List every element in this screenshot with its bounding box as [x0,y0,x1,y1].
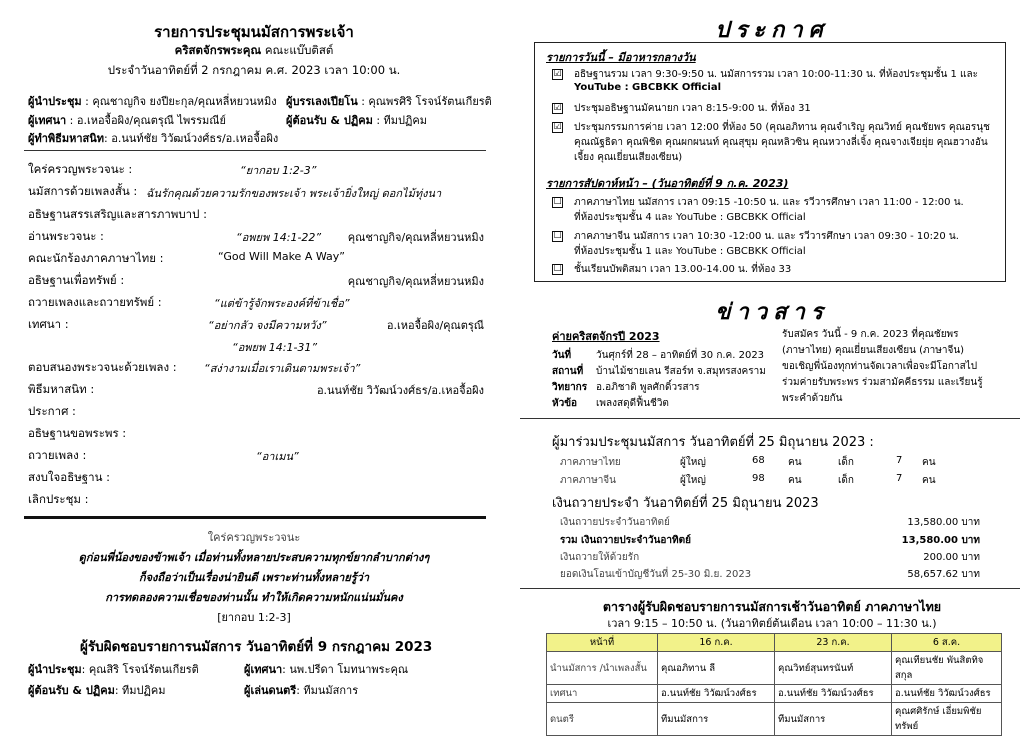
attendance-adult-count: 98 [752,473,765,484]
next-preacher-value: : นพ.ปรีดา โมทนาพระคุณ [282,663,409,676]
role-leader-label: ผู้นำประชุม [28,95,82,108]
next-week-item: ภาคภาษาจีน นมัสการ เวลา 10:30 -12:00 น. และ รวีวารศึกษา เวลา 09:30 - 10:20 น. [574,231,959,242]
table-cell: ทีมนมัสการ [658,703,775,736]
camp-value: วันศุกร์ที่ 28 – อาทิตย์ที่ 30 ก.ค. 2023 [596,350,765,361]
table-cell: ดนตรี [547,703,658,736]
order-item-label: ถวายเพลง : [28,448,87,462]
order-item-label: พิธีมหาสนิท : [28,382,95,396]
table-cell: อ.นนท์ชัย วิวัฒน์วงศ์ธร [892,685,1002,703]
camp-key: หัวข้อ [552,398,578,409]
sermon-title: อย่ากลัว จงมีความหวัง [213,319,321,332]
attendance-group: ภาคภาษาไทย [560,457,621,468]
order-item-label: เทศนา : [28,317,69,331]
order-item-value: “แต่ข้ารู้จักพระองค์ที่ข้าเชื่อ” [214,297,350,310]
offering-label: ยอดเงินโอนเข้าบัญชีวันที่ 25-30 มิ.ย. 2023 [560,569,752,580]
table-header-cell: 16 ก.ค. [658,634,775,652]
table-cell: อ.นนท์ชัย วิวัฒน์วงศ์ธร [658,685,775,703]
order-of-service-panel [0,0,508,725]
attendance-unit: คน [922,475,936,486]
announcements-title: ประกาศ [715,18,829,43]
offering-label: เงินถวายให้ด้วยรัก [560,552,640,563]
checkbox-icon: ☐ [553,197,562,207]
role-communion [28,129,278,147]
offering-amount: 200.00 บาท [923,552,980,563]
order-item-value: “God Will Make A Way” [218,250,345,263]
order-item-value: “สง่างามเมื่อเราเดินตามพระเจ้า” [204,362,361,375]
camp-row [552,396,669,411]
order-item-value: “อาเมน” [256,450,299,463]
attendance-child-label: เด็ก [838,457,854,468]
next-week-item-cont: ที่ห้องประชุมชั้น 4 และ YouTube : GBCBKK Official [574,212,806,223]
table-row [547,652,1002,685]
attendance-unit: คน [922,457,936,468]
response-song: สง่างามเมื่อเราเดินตามพระเจ้า [209,362,355,375]
announcements-panel [520,0,1024,732]
table-cell: คุณเทียนชัย พันสิตทิจสกุล [892,652,1002,685]
next-week-item: ชั้นเรียนบัพติสมา เวลา 13.00-14.00 น. ที่ห้อง 33 [574,264,792,275]
camp-heading: ค่ายคริสตจักรปี 2023 [552,330,660,343]
checkbox-checked-icon: ☑ [553,69,562,79]
role-communion-value: : อ.นนท์ชัย วิวัฒน์วงศ์ธร/อ.เหอจื้อผิง [104,132,279,145]
camp-value: อ.อภิชาติ พูลศักดิ์วรสาร [596,382,700,393]
next-music-value: : ทีมนมัสการ [296,684,359,697]
offering-song: แต่ข้ารู้จักพระองค์ที่ข้าเชื่อ [219,297,344,310]
order-item-label: นมัสการด้วยเพลงสั้น : [28,184,138,198]
order-item-person: คุณชาญกิจ/คุณหลี่หยวนหมิง [347,231,484,244]
divider [520,588,1020,589]
news-title: ข่าวสาร [715,300,829,325]
role-usher-label: ผู้ต้อนรับ & ปฏิคม [286,114,373,127]
scripture-ref: อพยพ 14:1-22 [241,231,316,244]
table-row [547,703,1002,736]
order-item-label: สงบใจอธิษฐาน : [28,470,110,484]
order-item-label: ตอบสนองพระวจนะด้วยเพลง : [28,360,177,374]
attendance-unit: คน [788,457,802,468]
camp-signup-line: รับสมัคร วันนี้ - 9 ก.ค. 2023 ที่คุณชัยพร [782,329,959,340]
church-name [0,42,508,60]
attendance-child-count: 7 [896,473,903,484]
order-item-value: “ยากอบ 1:2-3” [240,164,317,177]
next-usher [28,681,166,699]
next-week-item-cont: ที่ห้องประชุมชั้น 1 และ YouTube : GBCBKK Official [574,246,806,257]
order-item-label: ประกาศ : [28,404,76,418]
offering-amount: 58,657.62 บาท [907,569,980,580]
verse-line: ก็จงถือว่าเป็นเรื่องน่ายินดี เพราะท่านทั้งหลายรู้ว่า [138,571,370,584]
divider [520,418,1020,419]
camp-signup-line: ขอเชิญพี่น้องทุกท่านจัดเวลาเพื่อจะมีโอกาสไป [782,361,978,372]
camp-signup-line: พระคำด้วยกัน [782,393,843,404]
camp-key: วันที่ [552,350,572,361]
today-item-cont: คุณณัฐธิดา คุณพิชิต คุณผกผนนท์ คุณสุขุม คุณหลิวซิน คุณหวางลี่เจิ้ง คุณจางเจียยุ่ย คุณฮวางอัน [574,137,988,148]
choir-song: God Will Make A Way [223,250,340,263]
church-name-rest: คณะแบ๊บติสต์ [261,43,334,57]
verse-heading: ใคร่ครวญพระวจนะ [207,531,301,544]
table-header-cell: 23 ก.ค. [775,634,892,652]
table-cell: คุณอภิทาน ลี [658,652,775,685]
checkbox-checked-icon: ☑ [553,122,562,132]
table-row [547,685,1002,703]
role-pianist-value: : คุณพรศิริ โรจน์รัตนเกียรติ [357,95,492,108]
camp-row [552,380,700,395]
role-usher-value: : ทีมปฏิคม [372,114,428,127]
next-leader [28,660,199,678]
role-communion-label: ผู้ทำพิธีมหาสนิท [28,132,105,145]
order-item-label: อธิษฐานสรรเสริญและสารภาพบาป : [28,207,207,221]
checkbox-checked-icon: ☑ [553,103,562,113]
attendance-group: ภาคภาษาจีน [560,475,617,486]
schedule-table [546,633,1002,736]
table-cell: ทีมนมัสการ [775,703,892,736]
attendance-adult-count: 68 [752,455,765,466]
role-usher [286,111,427,129]
offering-total-label: รวม เงินถวายประจำวันอาทิตย์ [560,535,691,546]
closing-song: อาเมน [261,450,294,463]
next-preacher [244,660,408,678]
order-item-label: ใคร่ครวญพระวจนะ : [28,162,133,176]
order-item-value: ฉันรักคุณด้วยความรักของพระเจ้า พระเจ้ายิ่งใหญ่ ดอกไม้ทุ่งนา [146,187,442,200]
today-item: ประชุมอธิษฐานมัคนายก เวลา 8:15-9:00 น. ที่ห้อง 31 [574,103,811,114]
table-cell: นำนมัสการ /นำเพลงสั้น [547,652,658,685]
scripture-ref: ยากอบ 1:2-3 [245,164,311,177]
camp-signup-line: ร่วมค่ายรับพระพร ร่วมสามัคคีธรรม และเรียนรู้ [782,377,983,388]
table-header-cell: หน้าที่ [547,634,658,652]
order-item-label: อธิษฐานเพื่อทรัพย์ : [28,273,125,287]
offering-title: เงินถวายประจำ วันอาทิตย์ที่ 25 มิถุนายน 2023 [552,496,819,511]
order-item-label: เลิกประชุม : [28,492,89,506]
role-preacher-value: : อ.เหอจื้อผิง/คุณตรุณี ไพรรมณีย์ [66,114,226,127]
offering-total-amount: 13,580.00 บาท [901,535,980,546]
order-item-value: “อย่ากลัว จงมีความหวัง” [208,319,327,332]
order-item-label: อ่านพระวจนะ : [28,229,104,243]
next-week-title: ผู้รับผิดชอบรายการนมัสการ วันอาทิตย์ที่ 9 กรกฎาคม 2023 [80,639,433,655]
attendance-unit: คน [788,475,802,486]
verse-line: ดูก่อนพี่น้องของข้าพเจ้า เมื่อท่านทั้งหลายประสบความทุกข์ยากลำบากต่างๆ [78,551,430,564]
order-item-label: ถวายเพลงและถวายทรัพย์ : [28,295,162,309]
schedule-title: ตารางผู้รับผิดชอบรายการนมัสการเช้าวันอาทิตย์ ภาคภาษาไทย [602,599,942,614]
today-heading: รายการวันนี้ – มีอาหารกลางวัน [546,51,696,64]
schedule-subtitle: เวลา 9:15 – 10:50 น. (วันอาทิตย์ต้นเดือน เวลา 10:00 – 11:30 น.) [607,617,937,630]
sermon-scripture: อพยพ 14:1-31 [237,341,312,354]
table-cell: คุณวิทย์สุนทรนันท์ [775,652,892,685]
camp-signup-line: (ภาษาไทย) คุณเยี่ยนเสียงเซียน (ภาษาจีน) [782,345,965,356]
next-leader-value: : คุณสิริ โรจน์รัตนเกียรติ [81,663,199,676]
table-cell: อ.นนท์ชัย วิวัฒน์วงศ์ธร [775,685,892,703]
camp-value: เพลงสดุดีฟื้นชีวิต [596,398,669,409]
divider [24,150,486,151]
table-cell: คุณศศิรักษ์ เอี่ยมพิชัยทรัพย์ [892,703,1002,736]
verse-reference: [ยากอบ 1:2-3] [217,611,291,624]
role-pianist-label: ผู้บรรเลงเปียโน [286,95,358,108]
today-item-cont: เจี้ยง คุณเยี่ยนเสียงเซียน) [574,152,683,163]
attendance-child-count: 7 [896,455,903,466]
today-item-youtube: YouTube : GBCBKK Official [574,82,722,93]
camp-key: วิทยากร [552,382,588,393]
table-header-cell: 6 ส.ค. [892,634,1002,652]
attendance-child-label: เด็ก [838,475,854,486]
order-item-value: “อพยพ 14:1-31” [232,341,318,354]
next-leader-label: ผู้นำประชุม [28,663,82,676]
camp-row [552,364,766,379]
next-usher-label: ผู้ต้อนรับ & ปฏิคม [28,684,115,697]
role-pianist [286,92,492,110]
camp-key: สถานที่ [552,366,584,377]
attendance-adult-label: ผู้ใหญ่ [680,475,706,486]
today-item: อธิษฐานรวม เวลา 9:30-9:50 น. นมัสการรวม เวลา 10:00-11:30 น. ที่ห้องประชุมชั้น 1 และ [574,69,979,80]
order-item-value: “อพยพ 14:1-22” [236,231,322,244]
checkbox-icon: ☐ [553,231,562,241]
divider [24,516,486,519]
order-item-label: อธิษฐานขอพระพร : [28,426,127,440]
next-music [244,681,358,699]
role-leader [28,92,277,110]
offering-amount: 13,580.00 บาท [907,517,980,528]
camp-row [552,348,764,363]
next-usher-value: : ทีมปฏิคม [114,684,166,697]
camp-value: บ้านไม้ชายเลน รีสอร์ท จ.สมุทรสงคราม [596,366,766,377]
attendance-adult-label: ผู้ใหญ่ [680,457,706,468]
order-item-person: อ.นนท์ชัย วิวัฒน์วงศ์ธร/อ.เหอจื้อผิง [316,384,484,397]
role-leader-value: : คุณชาญกิจ ยงปียะกุล/คุณหลี่หยวนหมิง [81,95,277,108]
verse-line: การทดลองความเชื่อของท่านนั้น ทำให้เกิดความหนักแน่นมั่นคง [105,591,403,604]
order-item-person: อ.เหอจื้อผิง/คุณตรุณี [386,319,484,332]
order-item-label: คณะนักร้องภาคภาษาไทย : [28,251,164,265]
next-music-label: ผู้เล่นดนตรี [244,684,297,697]
checkbox-icon: ☐ [553,264,562,274]
offering-label: เงินถวายประจำวันอาทิตย์ [560,517,670,528]
role-preacher [28,111,226,129]
next-preacher-label: ผู้เทศนา [244,663,283,676]
page-title: รายการประชุมนมัสการพระเจ้า [154,23,354,41]
order-item-person: คุณชาญกิจ/คุณหลี่หยวนหมิง [347,275,484,288]
today-item: ประชุมกรรมการค่าย เวลา 12:00 ที่ห้อง 50 (คุณอภิทาน คุณจำเริญ คุณวิทย์ คุณชัยพร คุณอรนุช [574,122,990,133]
table-cell: เทศนา [547,685,658,703]
attendance-title: ผู้มาร่วมประชุมนมัสการ วันอาทิตย์ที่ 25 มิถุนายน 2023 : [552,435,874,450]
church-name-bold: คริสตจักรพระคุณ [174,43,262,57]
next-week-heading: รายการสัปดาห์หน้า – (วันอาทิตย์ที่ 9 ก.ค. 2023) [546,177,789,190]
service-date: ประจำวันอาทิตย์ที่ 2 กรกฎาคม ค.ศ. 2023 เวลา 10:00 น. [107,63,401,77]
role-preacher-label: ผู้เทศนา [28,114,67,127]
table-header-row [547,634,1002,652]
next-week-item: ภาคภาษาไทย นมัสการ เวลา 09:15 -10:50 น. และ รวีวารศึกษา เวลา 11:00 - 12:00 น. [574,197,964,208]
